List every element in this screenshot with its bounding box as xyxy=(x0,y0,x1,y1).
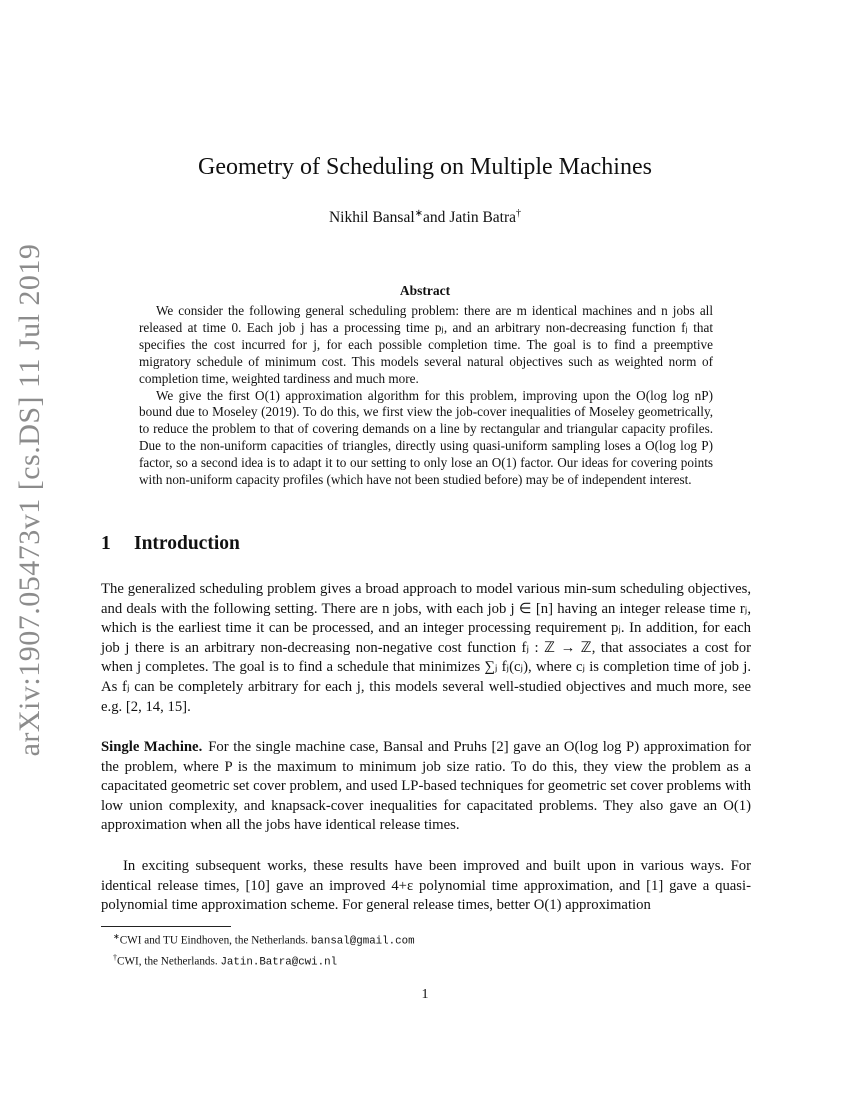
abstract-paragraph: We consider the following general scheduling problem: there are m identical machines and n jobs all released at time 0. Each job j has a processing time pⱼ, and an arbitrary non-decreasing function fⱼ that specifies the cost incurred for j, for each possible completion time. The goal is to find a preemptive migratory schedule of minimum cost. This models several natural objectives such as weighted norm of completion time, weighted tardiness and much more. xyxy=(139,303,713,386)
author-footnote-mark: † xyxy=(516,208,522,219)
body-paragraph: In exciting subsequent works, these results have been improved and built upon in various ways. For identical release times, [10] gave an improved 4+ε polynomial time approximation, and [1] gave a quasi-polynomial time approximation scheme. For general release times, better O(1) approximation xyxy=(101,858,751,914)
single-machine-paragraph-block xyxy=(101,738,751,836)
author-name: Jatin Batra xyxy=(449,209,517,227)
footnote-email: Jatin.Batra@cwi.nl xyxy=(220,956,338,969)
footnote xyxy=(113,929,415,950)
author-conjunction: and xyxy=(423,209,446,227)
paper-title: Geometry of Scheduling on Multiple Machines xyxy=(198,154,652,180)
arxiv-identifier: arXiv:1907.05473v1 [cs.DS] 11 Jul 2019 xyxy=(13,243,46,757)
paragraph-text: For the single machine case, Bansal and Pruhs [2] gave an O(log log P) approximation for the problem, where P is the maximum to minimum job size ratio. To do this, they view the problem as a capacitated geometric set cover problem, and used LP-based techniques for geometric set cover problems with low union complexity, and knapsack-cover inequalities for capacitated problems. They also gave an O(1) approximation when all the jobs have identical release times. xyxy=(101,739,751,834)
section-title: Introduction xyxy=(134,533,240,554)
footnote-text: CWI and TU Eindhoven, the Netherlands. xyxy=(119,934,311,947)
intro-paragraph-block xyxy=(101,580,751,717)
body-paragraph: The generalized scheduling problem gives a broad approach to model various min-sum scheduling objectives, and deals with the following setting. There are n jobs, with each job j ∈ [n] having an integer release time rⱼ, which is the earliest time it can be processed, and an integer processing requirement pⱼ. In addition, for each job j there is an arbitrary non-decreasing non-negative cost function fⱼ : ℤ → ℤ, that associates a cost for when j completes. The goal is to find a schedule that minimizes ∑ⱼ fⱼ(cⱼ), where cⱼ is completion time of job j. As fⱼ can be completely arbitrary for each j, this models several well-studied objectives and much more, see e.g. [2, 14, 15]. xyxy=(101,581,751,715)
footnotes xyxy=(113,929,415,970)
footnote-text: CWI, the Netherlands. xyxy=(117,955,221,968)
arxiv-sidebar-stamp xyxy=(6,243,54,757)
section-heading xyxy=(101,533,240,555)
author-name: Nikhil Bansal xyxy=(328,209,415,227)
body-paragraph xyxy=(101,738,751,836)
abstract-paragraph: We give the first O(1) approximation algorithm for this problem, improving upon the O(log log nP) bound due to Moseley (2019). To do this, we first view the job-cover inequalities of Moseley geometrically, to reduce the problem to that of covering demands on a line by rectangular and triangular capacity profiles. Due to the non-uniform capacities of triangles, directly using quasi-uniform sampling loses a O(log log P) factor, so a second idea is to adapt it to our setting to only lose an O(1) factor. Our ideas for covering points with non-uniform capacity profiles (which have not been studied before) may be of independent interest. xyxy=(139,387,713,488)
footnote-mark: † xyxy=(113,952,117,962)
page-number: 1 xyxy=(421,987,429,1002)
section-number: 1 xyxy=(101,533,111,554)
subsequent-paragraph-block xyxy=(101,857,751,916)
footnote-mark: ∗ xyxy=(113,932,120,941)
author-line xyxy=(0,208,850,227)
author-footnote-mark: ∗ xyxy=(414,208,424,219)
footnote-email: bansal@gmail.com xyxy=(310,935,415,948)
abstract-body xyxy=(139,303,713,489)
footnote xyxy=(113,950,415,971)
abstract-heading: Abstract xyxy=(399,283,451,298)
paragraph-runin-heading: Single Machine. xyxy=(101,739,203,755)
footnote-divider xyxy=(101,926,231,927)
